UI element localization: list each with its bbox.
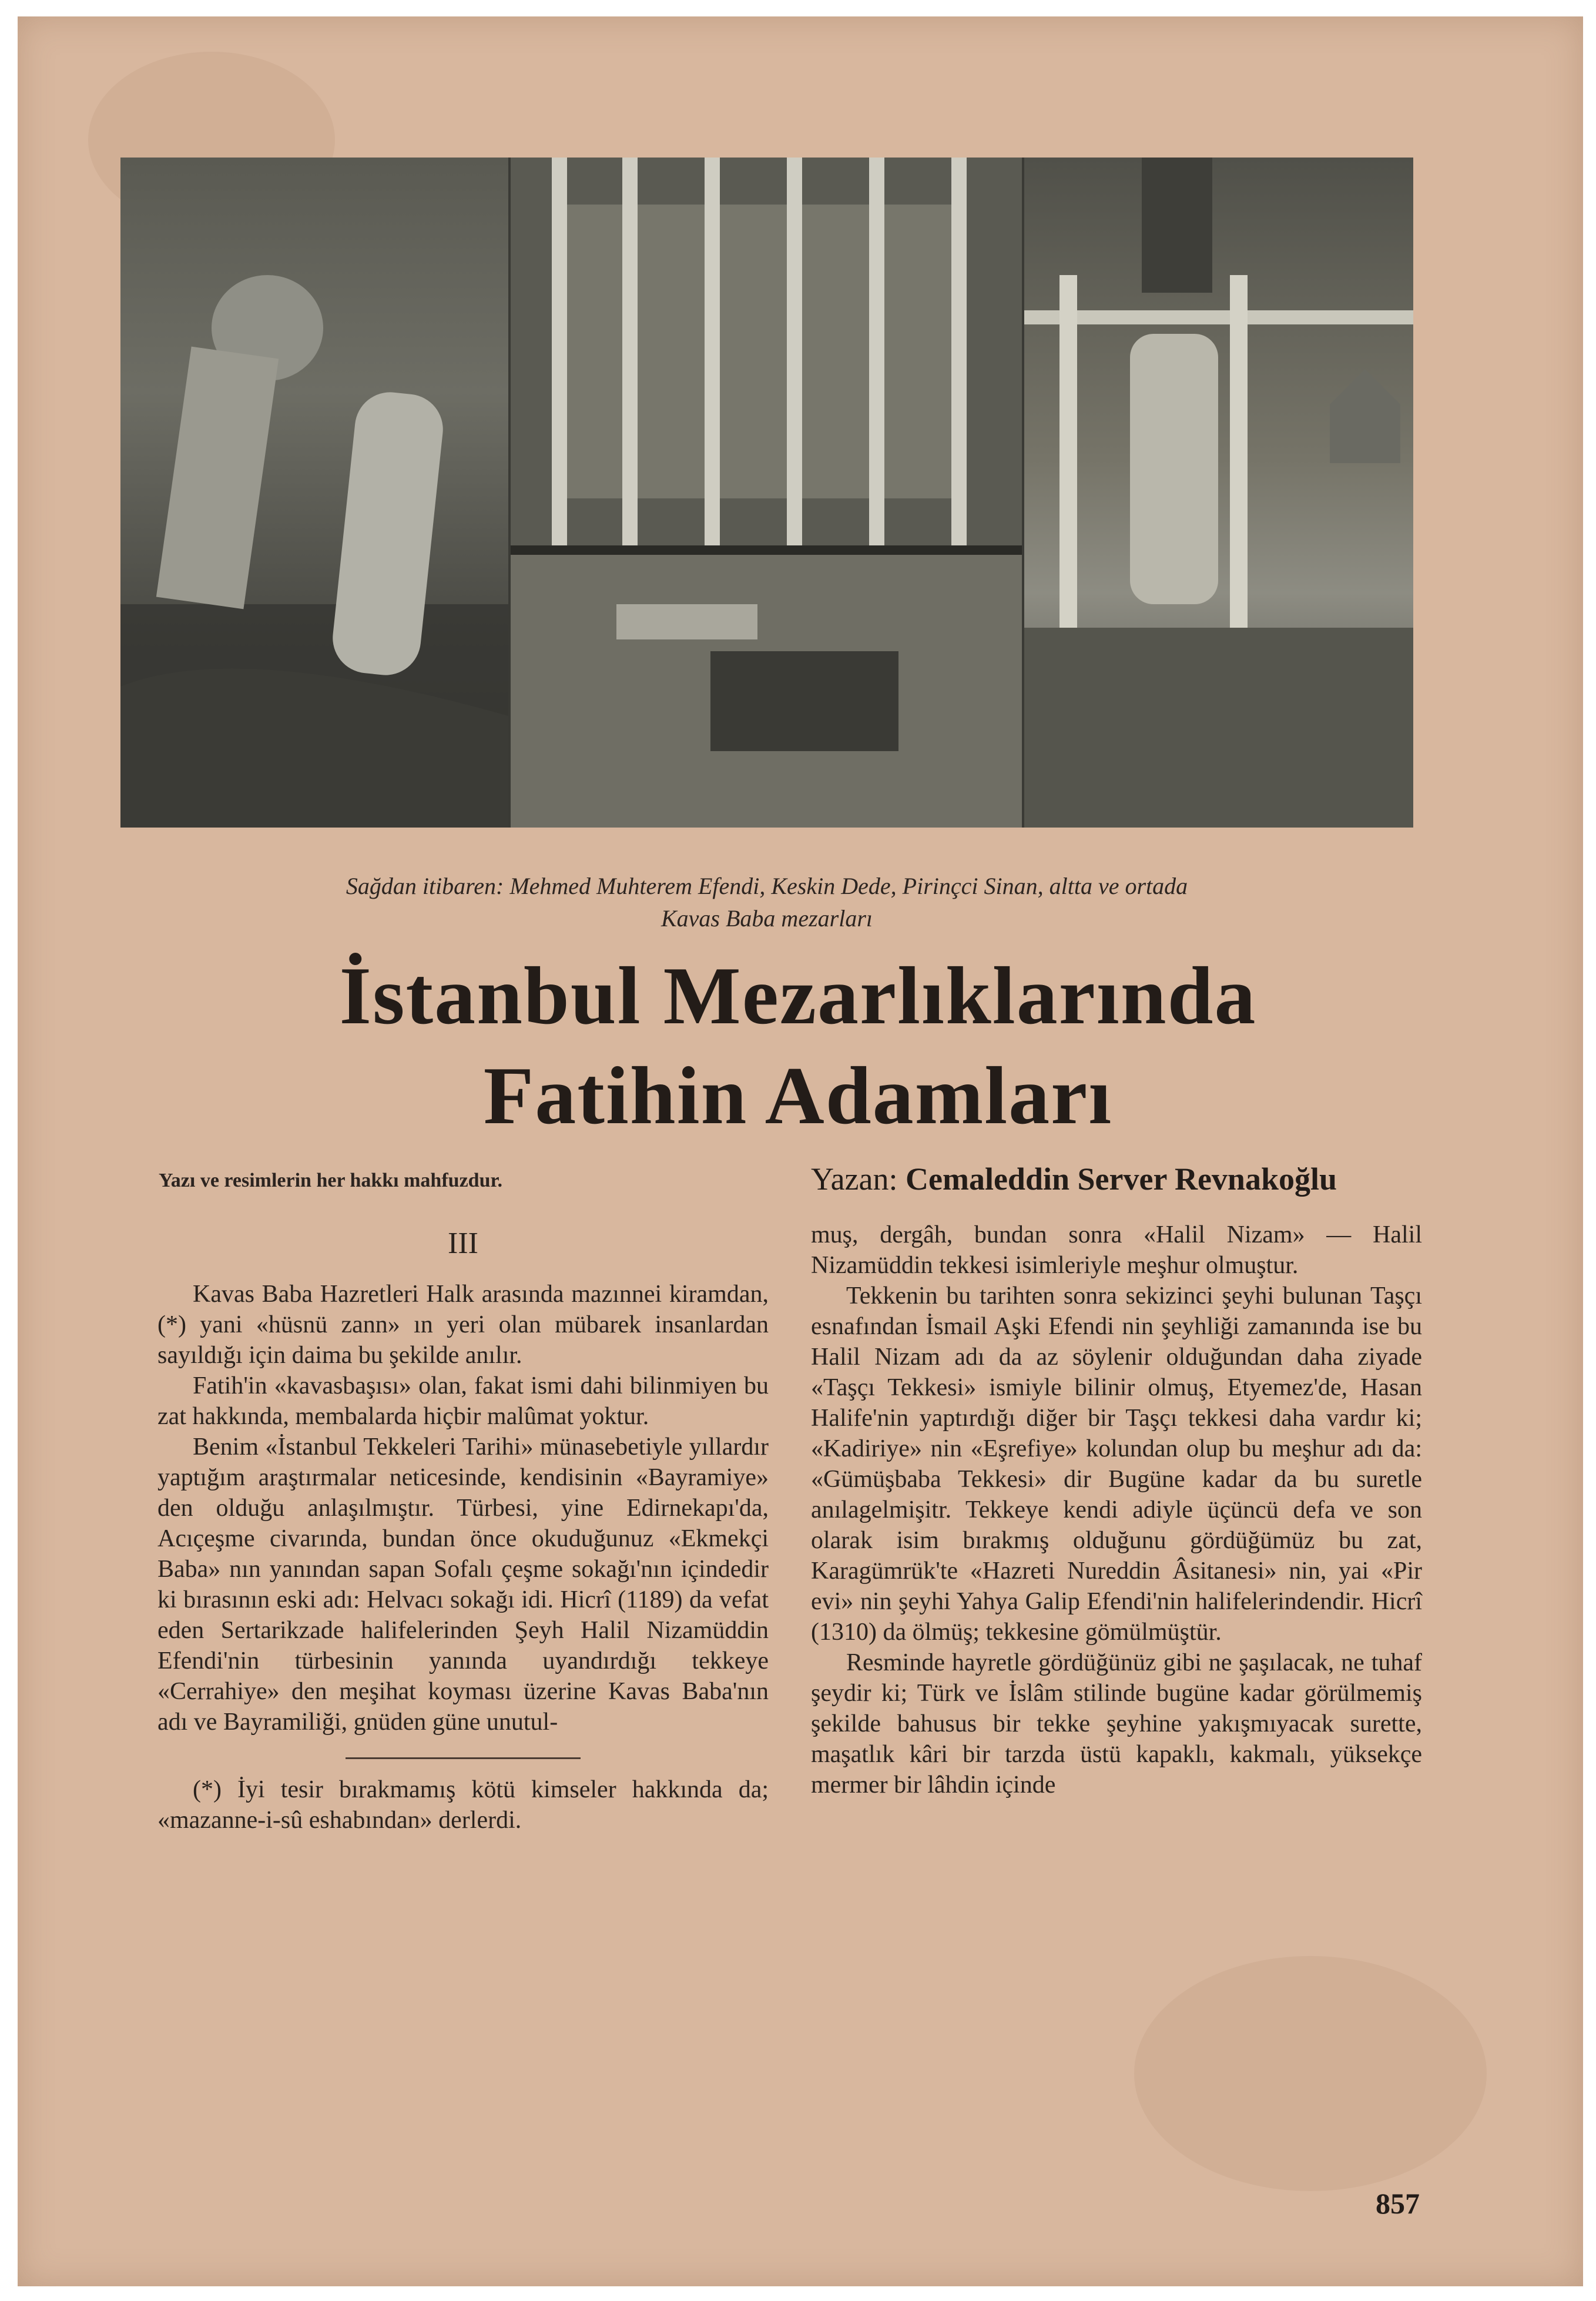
- photo-panel-left: [120, 158, 508, 828]
- page-number: 857: [1376, 2187, 1420, 2220]
- gravestones-image: [120, 158, 508, 828]
- cemetery-photo: [120, 158, 1413, 828]
- right-column: [811, 1220, 1422, 1800]
- article-title-line-1: İstanbul Mezarlıklarında: [339, 950, 1257, 1041]
- paragraph: Kavas Baba Hazretleri Halk arasında mazınnei kiramdan, (*) yani «hüsnü zann» ın yeri olan mübarek insanlardan sayıldığı için daima bu şekilde anılır.: [157, 1281, 769, 1369]
- left-column: [157, 1222, 769, 1836]
- photo-panel-center: [511, 158, 1022, 828]
- copyright-notice: Yazı ve resimlerin her hakkı mahfuzdur.: [159, 1170, 502, 1191]
- footnote: (*) İyi tesir bırakmamış kötü kimseler hakkında da; «mazanne-i-sû eshabından» derlerdi.: [157, 1776, 769, 1834]
- paragraph: Benim «İstanbul Tekkeleri Tarihi» münasebetiyle yıllardır yaptığım araştırmalar neticesinde, kendisinin «Bayramiye» den olduğu anlaşılmıştır. Türbesi, yine Edirnekapı'da, Acıçeşme civarında, bundan önce okuduğunuz «Ekmekçi Baba» nın yanından sapan Sofalı çeşme sokağı'nın içindedir ki bırasının eski adı: Helvacı sokağı idi. Hicrî (1189) da vefat eden Sertarikzade halifelerinden Şeyh Halil Nizamüddin Efendi'nin türbesinin yanında uyandırdığı tekkeye «Cerrahiye» den meşihat koyması üzerine Kavas Baba'nın adı ve Bayramiliği, gnüden güne unutul-: [157, 1433, 769, 1736]
- caption-line-1: Sağdan itibaren: Mehmed Muhterem Efendi, Keskin Dede, Pirinçci Sinan, altta ve ortada: [346, 873, 1188, 899]
- paper-stain: [1134, 1956, 1487, 2191]
- tomb-behind-bars-image: [511, 158, 1022, 828]
- paragraph: Tekkenin bu tarihten sonra sekizinci şeyhi bulunan Taşçı esnafından İsmail Aşki Efendi nin şeyhliği zamanında ise bu Halil Nizam adı da az söylenir olduğundan daha ziyade «Taşçı Tekkesi» ismiyle bilinir olmuş, Etyemez'de, Hasan Halife'nin yaptırdığı diğer bir Taşçı tekkesi daha vardır ki; «Kadiriye» nin «Eşrefiye» kolundan olup bu meşhur adı da: «Gümüşbaba Tekkesi» dir Bugüne kadar da bu suretle anılagelmişitr. Tekkeye kendi adiyle üçüncü defa ve son olarak isim bırakmış olduğunu gördüğümüz bu zat, Karagümrük'te «Hazreti Nureddin Âsitanesi» nin, yai «Pir evi» nin şeyhi Yahya Galip Efendi'nin halifelerindendir. Hicrî (1310) da ölmüş; tekkesine gömülmüştür.: [811, 1282, 1422, 1646]
- paragraph: muş, dergâh, bundan sonra «Halil Nizam» — Halil Nizamüddin tekkesi isimleriyle meşhur olmuştur.: [811, 1221, 1422, 1279]
- paragraph: Resminde hayretle gördüğünüz gibi ne şaşılacak, ne tuhaf şeydir ki; Türk ve İslâm stilinde bugüne kadar görülmemiş şekilde bahusus bir tekke şeyhine yakışmıyacak surette, maşatlık kâri bir tarzda üstü kapaklı, kakmalı, yüksekçe mermer bir lâhdin içinde: [811, 1649, 1422, 1798]
- author-label: Yazan:: [811, 1161, 898, 1197]
- paragraph: Fatih'in «kavasbaşısı» olan, fakat ismi dahi bilinmiyen bu zat hakkında, membalarda hiçbir malûmat yoktur.: [157, 1372, 769, 1430]
- author-name: Cemaleddin Server Revnakoğlu: [906, 1161, 1337, 1197]
- article-title-line-2: Fatihin Adamları: [483, 1050, 1113, 1141]
- footnote-divider: [346, 1757, 581, 1759]
- caption-line-2: Kavas Baba mezarları: [661, 905, 873, 932]
- photo-panel-right: [1024, 158, 1413, 828]
- photo-caption: [120, 870, 1413, 935]
- grave-structure-image: [1024, 158, 1413, 828]
- section-number: III: [448, 1227, 478, 1260]
- author-line: [811, 1161, 1337, 1197]
